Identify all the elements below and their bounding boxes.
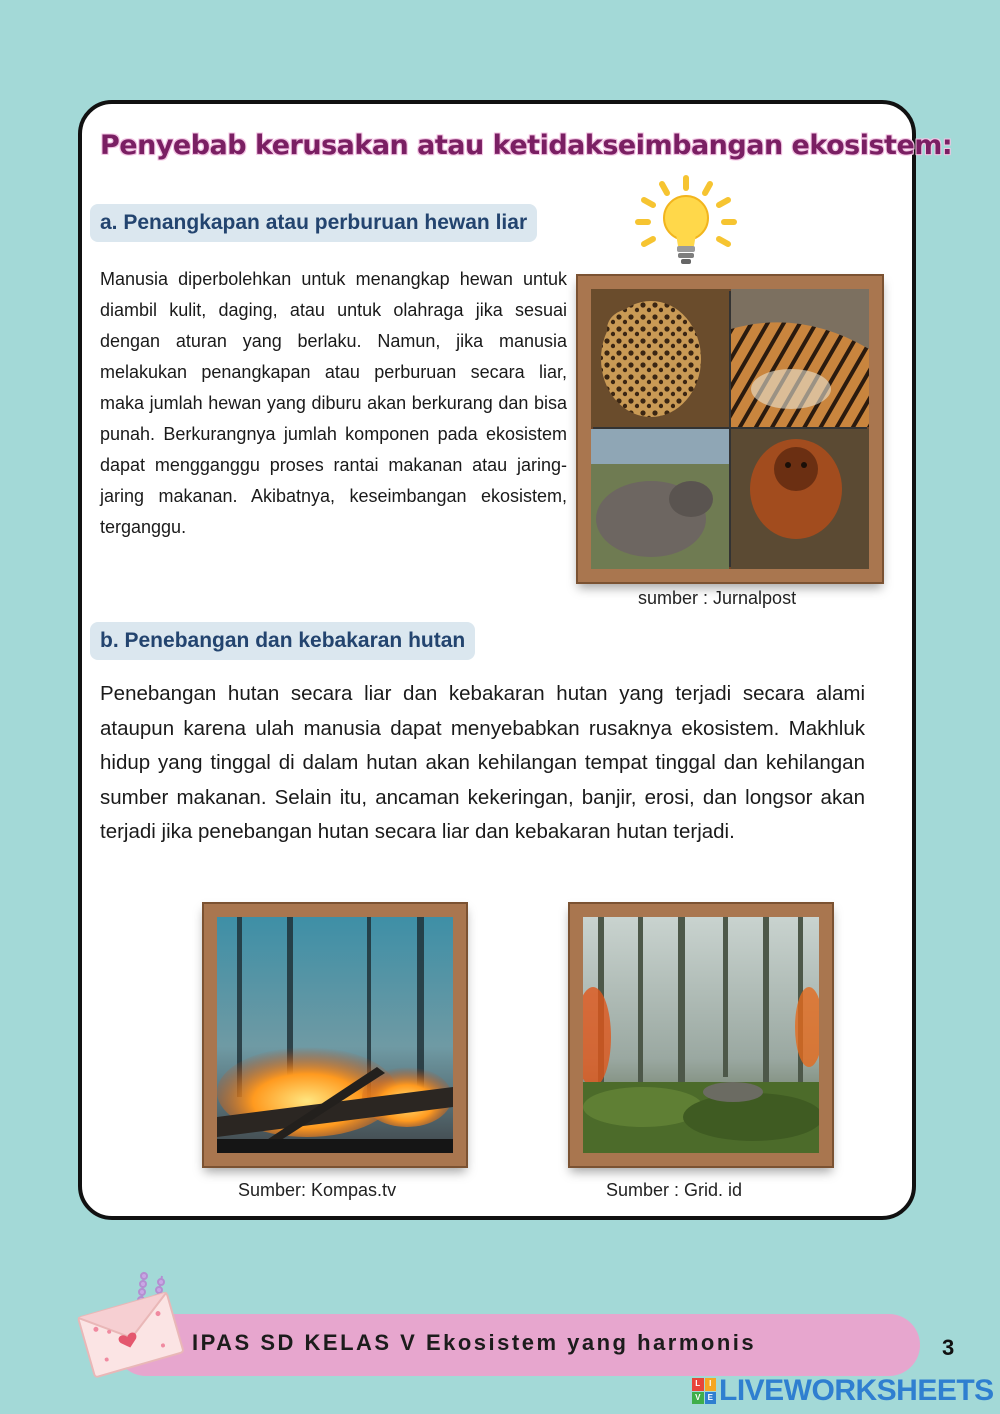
wildlife-hunting-photo: [578, 276, 882, 582]
footer-title: IPAS SD KELAS V Ekosistem yang harmonis: [192, 1330, 757, 1355]
page-number: 3: [942, 1335, 955, 1360]
section-a-heading: a. Penangkapan atau perburuan hewan liar: [90, 204, 537, 242]
section-b-heading: b. Penebangan dan kebakaran hutan: [90, 622, 475, 660]
section-b-image-right-caption: Sumber : Grid. id: [606, 1180, 743, 1200]
logo-letter: E: [705, 1392, 717, 1405]
logo-letter: V: [692, 1392, 704, 1405]
section-b-paragraph: Penebangan hutan secara liar dan kebakaran hutan yang terjadi secara alami ataupun karena ulah manusia dapat menyebabkan rusaknya ekosistem. Makhluk hidup yang tinggal di dalam hutan akan kehilangan tempat tinggal dan kehilangan sumber makanan. Selain itu, ancaman kekeringan, banjir, erosi, dan longsor akan terjadi jika penebangan hutan secara liar dan kebakaran hutan terjadi.: [100, 682, 865, 843]
lightbulb-icon: [632, 174, 740, 270]
envelope-icon: [70, 1262, 190, 1386]
liveworksheets-text: LIVEWORKSHEETS: [719, 1374, 994, 1407]
section-a-image-caption: sumber : Jurnalpost: [638, 588, 797, 608]
page-title: Penyebab kerusakan atau ketidakseimbangan ekosistem:: [100, 130, 953, 161]
logo-letter: L: [692, 1378, 704, 1391]
liveworksheets-watermark: [692, 1376, 994, 1406]
section-a-paragraph: Manusia diperbolehkan untuk menangkap hewan untuk diambil kulit, daging, atau untuk olahraga jika sesuai dengan aturan yang berlaku. Namun, jika manusia melakukan penangkapan atau perburuan secara liar, maka jumlah hewan yang diburu akan berkurang dan bisa punah. Berkurangnya jumlah komponen pada ekosistem dapat mengganggu proses rantai makanan atau jaring-jaring makanan. Akibatnya, keseimbangan ekosistem, terganggu.: [100, 269, 567, 537]
forest-fire-photo-right: [570, 904, 832, 1166]
logo-letter: I: [705, 1378, 717, 1391]
section-b-image-left-caption: Sumber: Kompas.tv: [238, 1180, 397, 1200]
forest-fire-photo-left: [204, 904, 466, 1166]
liveworksheets-logo-icon: [692, 1378, 716, 1404]
